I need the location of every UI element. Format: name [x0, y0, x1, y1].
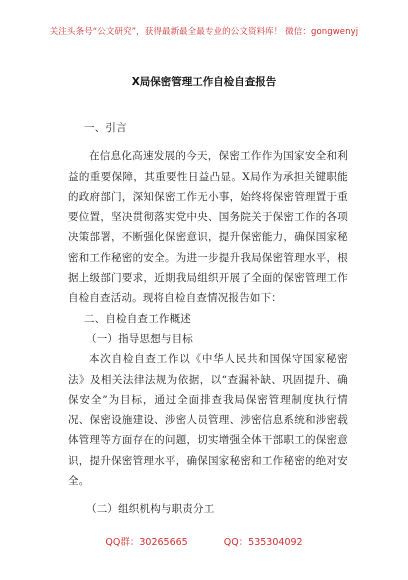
footer-qq: QQ：535304092	[223, 537, 303, 548]
footer-qq-group: QQ群：30265665	[105, 537, 188, 548]
spacer	[68, 491, 348, 499]
footer-contact	[0, 534, 408, 548]
document-body	[68, 118, 348, 520]
section-heading-overview: 二、自检自查工作概述	[84, 312, 191, 325]
subsection-heading-organization: （二）组织机构与职责分工	[86, 503, 215, 516]
paragraph-intro: 在信息化高速发展的今天，保密工作作为国家安全和利益的重要保障，其重要性日益凸显。X局作为承担关键职能的政府部门，深知保密工作无小事，始终将保密管理置于重要位置，坚决贯彻落实党中央、国务院关于保密工作的各项决策部署，不断强化保密意识，提升保密能力，确保国家秘密和工作秘密的安全。为进一步提升我局保密管理水平，根据上级部门要求，近期我局组织开展了全面的保密管理工作自检自查活动。现将自检自查情况报告如下：	[68, 150, 348, 305]
spacer	[68, 138, 348, 146]
subsection-heading-guiding: （一）指导思想与目标	[86, 332, 193, 345]
header-promo-note: 关注头条号“公文研究”，获得最新最全最专业的公文资料库！ 微信：gongwenyj	[49, 27, 359, 37]
paragraph-guiding: 本次自检自查工作以《中华人民共和国保守国家秘密法》及相关法律法规为依据，以“查漏补缺、巩固提升、确保安全”为目标，通过全面排查我局保密管理制度执行情况、保密设施建设、涉密人员管理、涉密信息系统和涉密载体管理等方面存在的问题，切实增强全体干部职工的保密意识，提升保密管理水平，确保国家秘密和工作秘密的绝对安全。	[68, 353, 348, 488]
document-title: X局保密管理工作自检自查报告	[131, 76, 277, 88]
section-heading-intro: 一、引言	[84, 122, 127, 134]
